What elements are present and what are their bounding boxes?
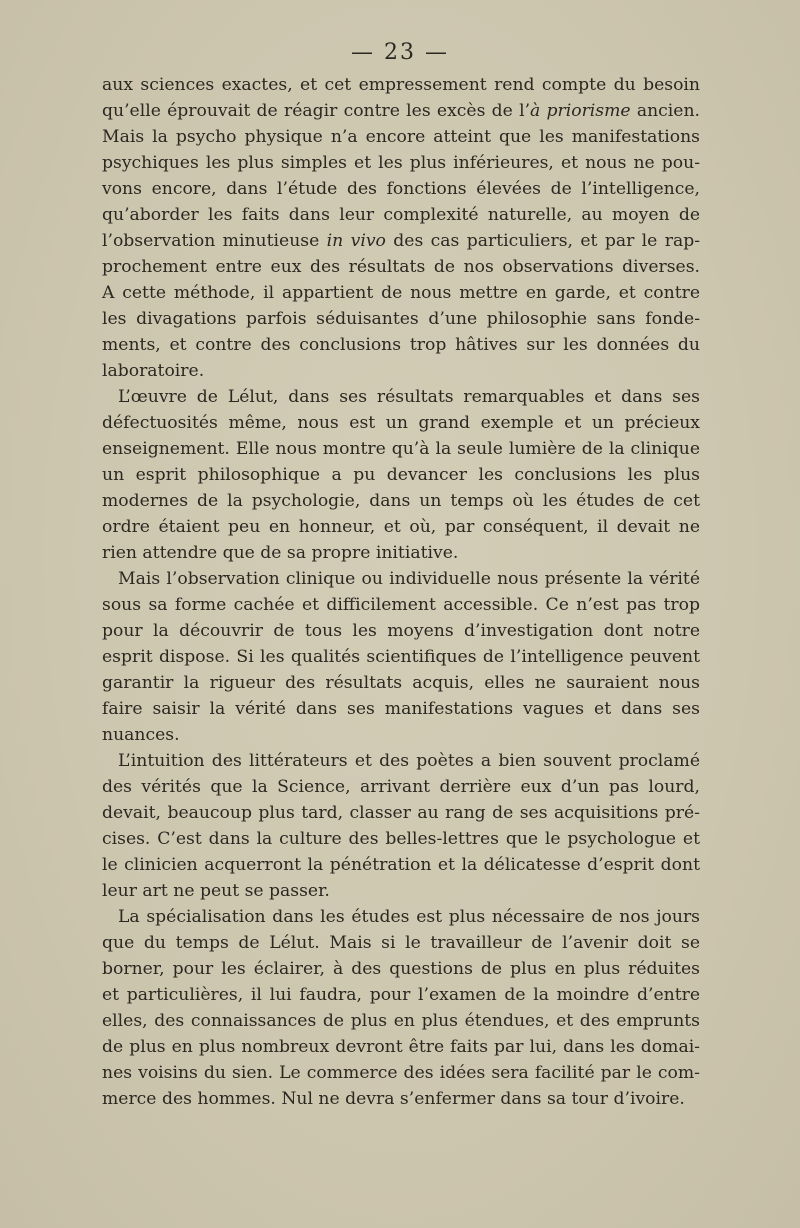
text-line: nuances. bbox=[102, 725, 180, 745]
text-line: l’observation minutieuse in vivo des cas particuliers, et par le rap- bbox=[102, 231, 701, 251]
text-line: La spécialisation dans les études est plus nécessaire de nos jours bbox=[118, 907, 700, 927]
text-line: Mais l’observation clinique ou individuelle nous présente la vérité bbox=[118, 569, 700, 589]
text-line: faire saisir la vérité dans ses manifestations vagues et dans ses bbox=[102, 699, 700, 719]
text-line: esprit dispose. Si les qualités scientifiques de l’intelligence peuvent bbox=[102, 647, 700, 667]
paragraph bbox=[102, 384, 700, 566]
text-line: des vérités que la Science, arrivant derrière eux d’un pas lourd, bbox=[102, 777, 700, 797]
paragraph bbox=[102, 904, 700, 1112]
text-line: qu’elle éprouvait de réagir contre les excès de l’à priorisme ancien. bbox=[102, 101, 701, 121]
text-line: ments, et contre des conclusions trop hâtives sur les données du bbox=[102, 335, 700, 355]
text-line: vons encore, dans l’étude des fonctions élevées de l’intelligence, bbox=[102, 179, 700, 199]
page-number: — 23 — bbox=[351, 40, 449, 65]
text-line: aux sciences exactes, et cet empressement rend compte du besoin bbox=[102, 75, 700, 95]
italic-term: in vivo bbox=[326, 231, 386, 251]
paragraph bbox=[102, 72, 700, 384]
text-line: les divagations parfois séduisantes d’une philosophie sans fonde- bbox=[102, 309, 700, 329]
text-line: de plus en plus nombreux devront être faits par lui, dans les domai- bbox=[102, 1037, 700, 1057]
text-line: et particulières, il lui faudra, pour l’examen de la moindre d’entre bbox=[102, 985, 700, 1005]
text-line: merce des hommes. Nul ne devra s’enfermer dans sa tour d’ivoire. bbox=[102, 1089, 685, 1109]
text-line: laboratoire. bbox=[102, 361, 205, 381]
text-line: leur art ne peut se passer. bbox=[102, 881, 330, 901]
text-line: elles, des connaissances de plus en plus étendues, et des emprunts bbox=[102, 1011, 700, 1031]
text-line: que du temps de Lélut. Mais si le travailleur de l’avenir doit se bbox=[102, 933, 700, 953]
text-line: A cette méthode, il appartient de nous mettre en garde, et contre bbox=[102, 283, 700, 303]
text-line: pour la découvrir de tous les moyens d’investigation dont notre bbox=[102, 621, 700, 641]
text-line: sous sa forme cachée et difficilement accessible. Ce n’est pas trop bbox=[102, 595, 700, 615]
paragraph bbox=[102, 566, 700, 748]
text-line: devait, beaucoup plus tard, classer au rang de ses acquisitions pré- bbox=[102, 803, 700, 823]
italic-term: à priorisme bbox=[530, 101, 631, 121]
text-line: L’œuvre de Lélut, dans ses résultats remarquables et dans ses bbox=[118, 387, 700, 407]
text-line: garantir la rigueur des résultats acquis, elles ne sauraient nous bbox=[102, 673, 700, 693]
text-line: L’intuition des littérateurs et des poètes a bien souvent proclamé bbox=[118, 751, 700, 771]
text-line: qu’aborder les faits dans leur complexité naturelle, au moyen de bbox=[102, 205, 700, 225]
body-text bbox=[102, 72, 700, 1112]
text-line: un esprit philosophique a pu devancer les conclusions les plus bbox=[102, 465, 700, 485]
text-line: nes voisins du sien. Le commerce des idées sera facilité par le com- bbox=[102, 1063, 700, 1083]
text-line: cises. C’est dans la culture des belles-lettres que le psychologue et bbox=[102, 829, 700, 849]
text-line: le clinicien acquerront la pénétration et la délicatesse d’esprit dont bbox=[102, 855, 700, 875]
paragraph bbox=[102, 748, 700, 904]
text-line: ordre étaient peu en honneur, et où, par conséquent, il devait ne bbox=[102, 517, 700, 537]
text-line: modernes de la psychologie, dans un temps où les études de cet bbox=[102, 491, 700, 511]
text-line: rien attendre que de sa propre initiative. bbox=[102, 543, 459, 563]
text-line: prochement entre eux des résultats de nos observations diverses. bbox=[102, 257, 700, 277]
text-line: enseignement. Elle nous montre qu’à la seule lumière de la clinique bbox=[102, 439, 700, 459]
text-line: défectuosités même, nous est un grand exemple et un précieux bbox=[102, 413, 700, 433]
text-line: borner, pour les éclairer, à des questions de plus en plus réduites bbox=[102, 959, 700, 979]
text-line: psychiques les plus simples et les plus inférieures, et nous ne pou- bbox=[102, 153, 700, 173]
text-line: Mais la psycho physique n’a encore atteint que les manifestations bbox=[102, 127, 700, 147]
